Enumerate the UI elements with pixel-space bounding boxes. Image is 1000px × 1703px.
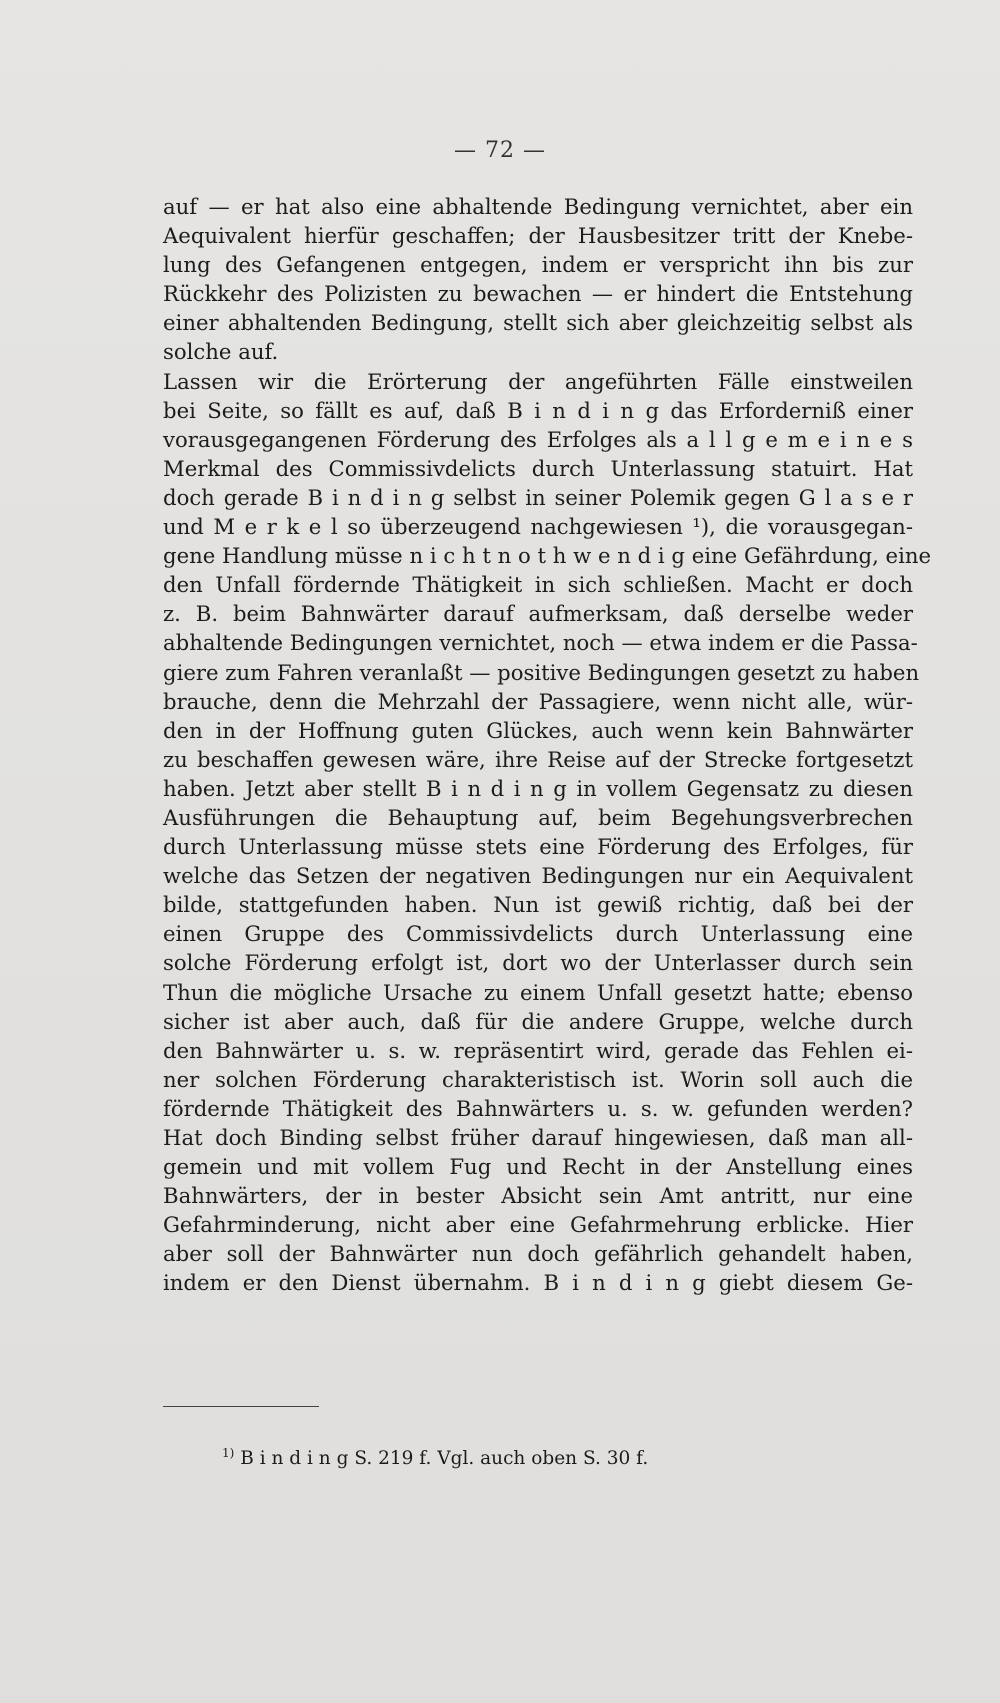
text-line: den Unfall fördernde Thätigkeit in sich schließen. Macht er doch [163,572,913,598]
text-line: gene Handlung müsse n i c h t n o t h w e n d i g eine Gefährdung, eine [163,543,932,569]
text-line: brauche, denn die Mehrzahl der Passagiere, wenn nicht alle, wür- [163,688,913,714]
text-line: vorausgegangenen Förderung des Erfolges als a l l g e m e i n e s [163,426,913,452]
text-line: auf — er hat also eine abhaltende Bedingung vernichtet, aber ein [163,194,913,219]
text-line: doch gerade B i n d i n g selbst in seiner Polemik gegen G l a s e r [163,484,913,510]
text-line: Aequivalent hierfür geschaffen; der Hausbesitzer tritt der Knebe- [163,223,913,249]
text-line: sicher ist aber auch, daß für die andere Gruppe, welche durch [163,1008,913,1034]
text-line: Bahnwärters, der in bester Absicht sein Amt antritt, nur eine [163,1183,913,1209]
text-line: Thun die mögliche Ursache zu einem Unfall gesetzt hatte; ebenso [163,979,913,1005]
text-line: haben. Jetzt aber stellt B i n d i n g in vollem Gegensatz zu diesen [163,775,913,801]
text-line: fördernde Thätigkeit des Bahnwärters u. s. w. gefunden werden? [163,1095,913,1121]
text-line: ner solchen Förderung charakteristisch ist. Worin soll auch die [163,1066,913,1092]
footnote-text: B i n d i n g S. 219 f. Vgl. auch oben S. 30 f. [240,1448,649,1470]
text-line: lung des Gefangenen entgegen, indem er verspricht ihn bis zur [163,252,913,278]
text-line: solche Förderung erfolgt ist, dort wo der Unterlasser durch sein [163,950,913,976]
text-line: welche das Setzen der negativen Bedingungen nur ein Aequivalent [163,863,913,889]
body-text [163,192,932,1298]
text-line: solche auf. [163,339,279,365]
text-line: einen Gruppe des Commissivdelicts durch Unterlassung eine [163,921,913,947]
footnote-divider [163,1406,319,1407]
text-line: z. B. beim Bahnwärter darauf aufmerksam, daß derselbe weder [163,601,913,627]
text-line: bei Seite, so fällt es auf, daß B i n d i n g das Erforderniß einer [163,397,913,423]
text-line: Gefahrminderung, nicht aber eine Gefahrmehrung erblicke. Hier [163,1212,913,1238]
text-line: giere zum Fahren veranlaßt — positive Bedingungen gesetzt zu haben [163,659,920,685]
footnote [222,1446,648,1469]
text-line: Hat doch Binding selbst früher darauf hingewiesen, daß man all- [163,1125,913,1150]
text-line: und M e r k e l so überzeugend nachgewiesen ¹), die vorausgegan- [163,514,913,540]
text-line: durch Unterlassung müsse stets eine Förderung des Erfolges, für [163,834,913,860]
text-line: zu beschaffen gewesen wäre, ihre Reise auf der Strecke fortgesetzt [163,746,913,772]
text-line: Merkmal des Commissivdelicts durch Unterlassung statuirt. Hat [163,455,913,481]
text-line: einer abhaltenden Bedingung, stellt sich aber gleichzeitig selbst als [163,310,913,336]
text-line: Rückkehr des Polizisten zu bewachen — er hindert die Entstehung [163,281,913,307]
text-line: aber soll der Bahnwärter nun doch gefährlich gehandelt haben, [163,1241,913,1267]
text-line: Ausführungen die Behauptung auf, beim Begehungsverbrechen [163,804,913,830]
text-line: bilde, stattgefunden haben. Nun ist gewiß richtig, daß bei der [163,892,913,918]
text-line: Lassen wir die Erörterung der angeführten Fälle einstweilen [163,368,913,394]
text-line: abhaltende Bedingungen vernichtet, noch — etwa indem er die Passa- [163,630,918,656]
text-line: den in der Hoffnung guten Glückes, auch wenn kein Bahnwärter [163,717,913,743]
text-line: indem er den Dienst übernahm. B i n d i n g giebt diesem Ge- [163,1270,913,1296]
footnote-marker: 1) [222,1446,235,1460]
text-line: gemein und mit vollem Fug und Recht in der Anstellung eines [163,1154,913,1180]
text-line: den Bahnwärter u. s. w. repräsentirt wird, gerade das Fehlen ei- [163,1037,913,1063]
page-number: — 72 — [454,138,546,163]
